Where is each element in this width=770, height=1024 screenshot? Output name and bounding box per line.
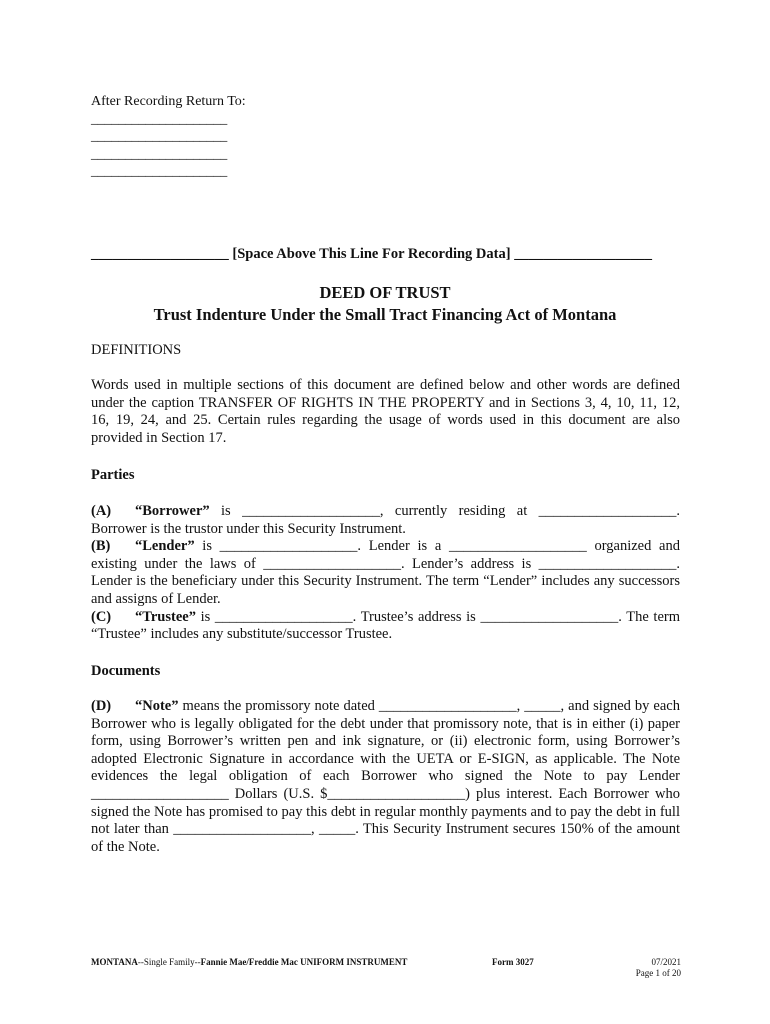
footer-instrument <box>91 957 407 967</box>
document-note <box>91 698 680 856</box>
parties-section <box>91 503 680 644</box>
borrower-text: is ___________________, currently residing at ___________________. Borrower is the trustor under this Security Instrument. <box>91 503 680 537</box>
footer-family: --Single Family-- <box>137 957 201 967</box>
footer-date: 07/2021 <box>651 957 681 967</box>
party-lender <box>91 538 680 608</box>
party-borrower <box>91 503 680 538</box>
party-a-label: (A) <box>91 503 112 519</box>
footer-form-number: Form 3027 <box>492 957 534 967</box>
return-address-line-3: ____________________ <box>91 146 228 162</box>
footer-state: MONTANA <box>91 957 138 967</box>
footer-date-page <box>636 957 681 979</box>
return-address-line-2: ____________________ <box>91 129 228 144</box>
doc-d-label: (D) <box>91 698 112 714</box>
definitions-heading: DEFINITIONS <box>91 342 182 358</box>
borrower-term: “Borrower” <box>135 503 210 519</box>
return-address-line-4: ____________________ <box>91 164 228 179</box>
footer-uniform: Fannie Mae/Freddie Mac UNIFORM INSTRUMENT <box>200 957 408 967</box>
documents-heading: Documents <box>91 663 161 679</box>
return-address-line-1: ____________________ <box>91 111 228 127</box>
parties-heading: Parties <box>91 467 135 483</box>
party-trustee <box>91 609 680 644</box>
definitions-paragraph: Words used in multiple sections of this document are defined below and other words are defined under the caption TRANSFER OF RIGHTS IN THE PROPERTY and in Sections 3, 4, 10, 11, 12, 16, 19, 24, and 25. Certain rules regarding the usage of words used in this document are also provided in Section 17. <box>91 377 680 446</box>
document-title: DEED OF TRUST <box>319 283 451 302</box>
document-subtitle: Trust Indenture Under the Small Tract Financing Act of Montana <box>153 305 617 324</box>
documents-section <box>91 698 680 856</box>
return-address-block <box>91 93 246 181</box>
note-text: means the promissory note dated ___________________, _____, and signed by each Borrower who is legally obligated for the debt under that promissory note, that is in either (i) paper form, using Borrower’s written pen and ink signature, or (ii) electronic form, using Borrower’s adopted Electronic Signature in accordance with the UETA or E-SIGN, as applicable. The Note evidences the legal obligation of each Borrower who signed the Note to pay Lender ___________________ Dollars (U.S. $___________________) plus interest. Each Borrower who signed the Note has promised to pay this debt in regular monthly payments and to pay the debt in full not later than ___________________, _____. This Security Instrument secures 150% of the amount of the Note. <box>91 698 680 855</box>
lender-term: “Lender” <box>135 538 195 555</box>
recording-data-line: ___________________ [Space Above This Line For Recording Data] ___________________ <box>91 246 652 262</box>
party-b-label: (B) <box>91 538 111 555</box>
party-c-label: (C) <box>91 608 112 625</box>
trustee-text: is ___________________. Trustee’s address is ___________________. The term “Trustee” includes any substitute/successor Trustee. <box>91 608 680 643</box>
note-term: “Note” <box>135 698 179 714</box>
lender-text: is ___________________. Lender is a ___________________ organized and existing under the laws of ___________________. Lender’s address is ___________________. Lender is the beneficiary under this Security Instrument. The term “Lender” includes any successors and assigns of Lender. <box>91 538 680 607</box>
return-to-label: After Recording Return To: <box>91 94 246 109</box>
trustee-term: “Trustee” <box>135 608 196 625</box>
footer-page-number: Page 1 of 20 <box>635 968 681 978</box>
